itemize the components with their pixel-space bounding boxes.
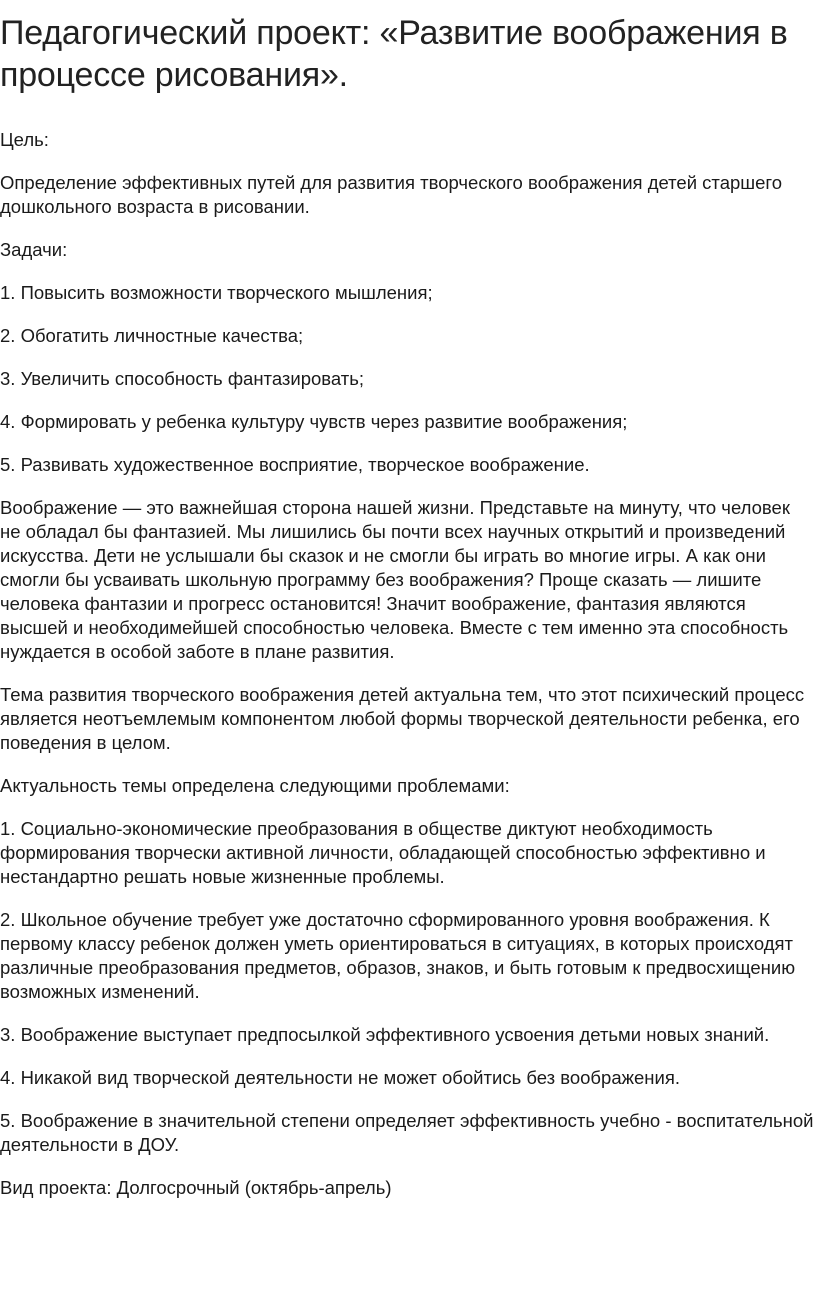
task-item: 5. Развивать художественное восприятие, творческое воображение. bbox=[0, 454, 590, 475]
tasks-heading: Задачи: bbox=[0, 239, 68, 260]
problem-item: 4. Никакой вид творческой деятельности не может обойтись без воображения. bbox=[0, 1067, 680, 1088]
goal-text: Определение эффективных путей для развития творческого воображения детей старшего дошкольного возраста в рисовании. bbox=[0, 172, 783, 217]
task-item: 4. Формировать у ребенка культуру чувств через развитие воображения; bbox=[0, 411, 628, 432]
page-title: Педагогический проект: «Развитие воображения в процессе рисования». bbox=[0, 14, 788, 94]
problem-item: 3. Воображение выступает предпосылкой эффективного усвоения детьми новых знаний. bbox=[0, 1024, 770, 1045]
paragraph-imagination: Воображение — это важнейшая сторона нашей жизни. Представьте на минуту, что человек не обладал бы фантазией. Мы лишились бы почти всех научных открытий и произведений искусства. Дети не услышали бы сказок и не смогли бы играть во многие игры. А как они смогли бы усваивать школьную программу без воображения? Проще сказать — лишите человека фантазии и прогресс остановится! Значит воображение, фантазия являются высшей и необходимейшей способностью человека. Вместе с тем именно эта способность нуждается в особой заботе в плане развития. bbox=[0, 497, 790, 662]
task-item: 3. Увеличить способность фантазировать; bbox=[0, 368, 365, 389]
goal-heading: Цель: bbox=[0, 129, 49, 150]
problem-item: 1. Социально-экономические преобразования в обществе диктуют необходимость формирования творчески активной личности, обладающей способностью эффективно и нестандартно решать новые жизненные проблемы. bbox=[0, 818, 766, 887]
task-item: 2. Обогатить личностные качества; bbox=[0, 325, 304, 346]
problem-item: 5. Воображение в значительной степени определяет эффективность учебно - воспитательной деятельности в ДОУ. bbox=[0, 1110, 814, 1155]
relevance-heading: Актуальность темы определена следующими проблемами: bbox=[0, 775, 510, 796]
paragraph-topic: Тема развития творческого воображения детей актуальна тем, что этот психический процесс является неотъемлемым компонентом любой формы творческой деятельности ребенка, его поведения в целом. bbox=[0, 684, 805, 753]
task-item: 1. Повысить возможности творческого мышления; bbox=[0, 282, 433, 303]
project-type: Вид проекта: Долгосрочный (октябрь-апрель) bbox=[0, 1177, 392, 1198]
problem-item: 2. Школьное обучение требует уже достаточно сформированного уровня воображения. К первому классу ребенок должен уметь ориентироваться в ситуациях, в которых происходят различные преобразования предметов, образов, знаков, и быть готовым к предвосхищению возможных изменений. bbox=[0, 909, 796, 1002]
